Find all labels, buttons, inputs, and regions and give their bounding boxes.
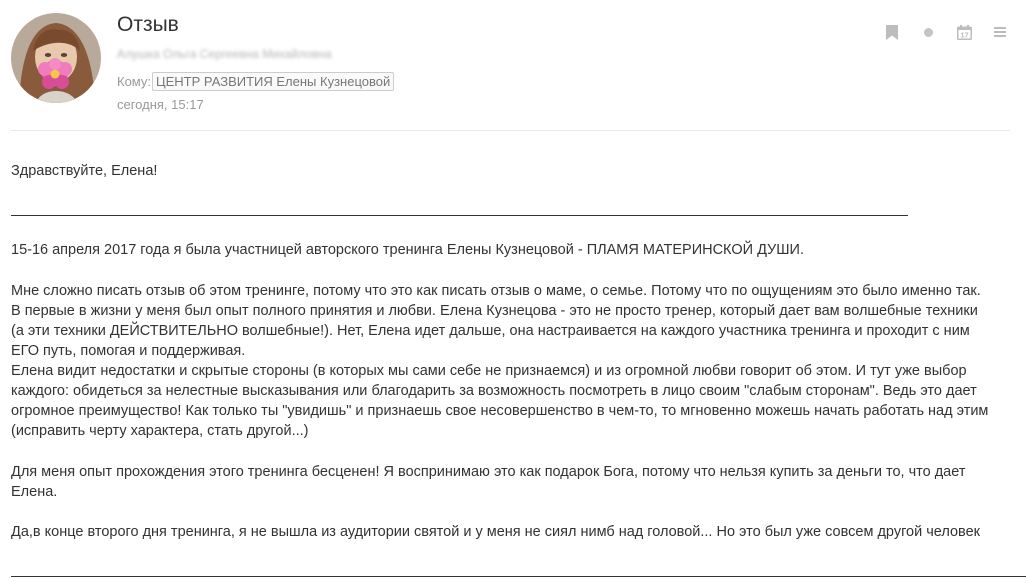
recipient-chip[interactable]: ЦЕНТР РАЗВИТИЯ Елены Кузнецовой [152,72,394,91]
horizontal-rule [11,576,1026,577]
to-label: Кому: [117,74,151,89]
horizontal-rule [11,215,908,216]
bookmark-icon[interactable] [884,23,900,41]
body-line: Для меня опыт прохождения этого тренинга бесценен! Я воспринимаю это как подарок Бога, потому что нельзя купить за деньги то, что дает [11,464,966,480]
greeting: Здравствуйте, Елена! [11,163,158,179]
sender-avatar[interactable] [11,13,101,103]
sender-address-blurred: Алушка Ольга Сергеевна Михайловна [117,47,332,61]
body-line: Да,в конце второго дня тренинга, я не вышла из аудитории святой и у меня не сиял нимб над головой... Но это был уже совсем другой человек [11,524,981,540]
body-line: Елена. [11,484,58,500]
body-line: (а эти техники ДЕЙСТВИТЕЛЬНО волшебные!). Нет, Елена идет дальше, она настраивается на каждого участника тренинга и проходит с ним [11,323,970,339]
unread-dot-icon[interactable] [920,23,936,41]
body-line: В первые в жизни у меня был опыт полного принятия и любви. Елена Кузнецова - это не просто тренер, который дает вам волшебные техники [11,303,978,319]
message-toolbar [864,23,1008,41]
body-line: ЕГО путь, помогая и поддерживая. [11,343,246,359]
body-line: 15-16 апреля 2017 года я была участницей авторского тренинга Елены Кузнецовой - ПЛАМЯ МАТЕРИНСКОЙ ДУШИ. [11,242,805,258]
avatar-photo [11,13,101,103]
menu-icon[interactable] [992,23,1008,41]
calendar-day: 17 [959,29,969,39]
recipient-row [117,72,394,91]
body-line: Мне сложно писать отзыв об этом тренинге, потому что это как писать отзыв о маме, о семье. Потому что по ощущениям это было именно так. [11,283,981,299]
calendar-icon[interactable] [956,23,972,41]
body-line: каждого: обидеться за нелестные высказывания или благодарить за возможность посмотреть в лицо своим "слабым сторонам". Ведь это дает [11,383,977,399]
email-subject: Отзыв [117,13,179,36]
email-date: сегодня, 15:17 [117,97,204,112]
body-line: огромное преимущество! Как только ты "увидишь" и признаешь свое несовершенство в чем-то, то мгновенно можешь начать работать над этим [11,403,989,419]
flower-icon [38,58,72,89]
header-divider [11,130,1010,131]
body-line: (исправить черту характера, стать другой...) [11,423,309,439]
body-line: Елена видит недостатки и скрытые стороны (в которых мы сами себе не признаемся) и из огромной любви говорит об этом. И тут уже выбор [11,363,967,379]
